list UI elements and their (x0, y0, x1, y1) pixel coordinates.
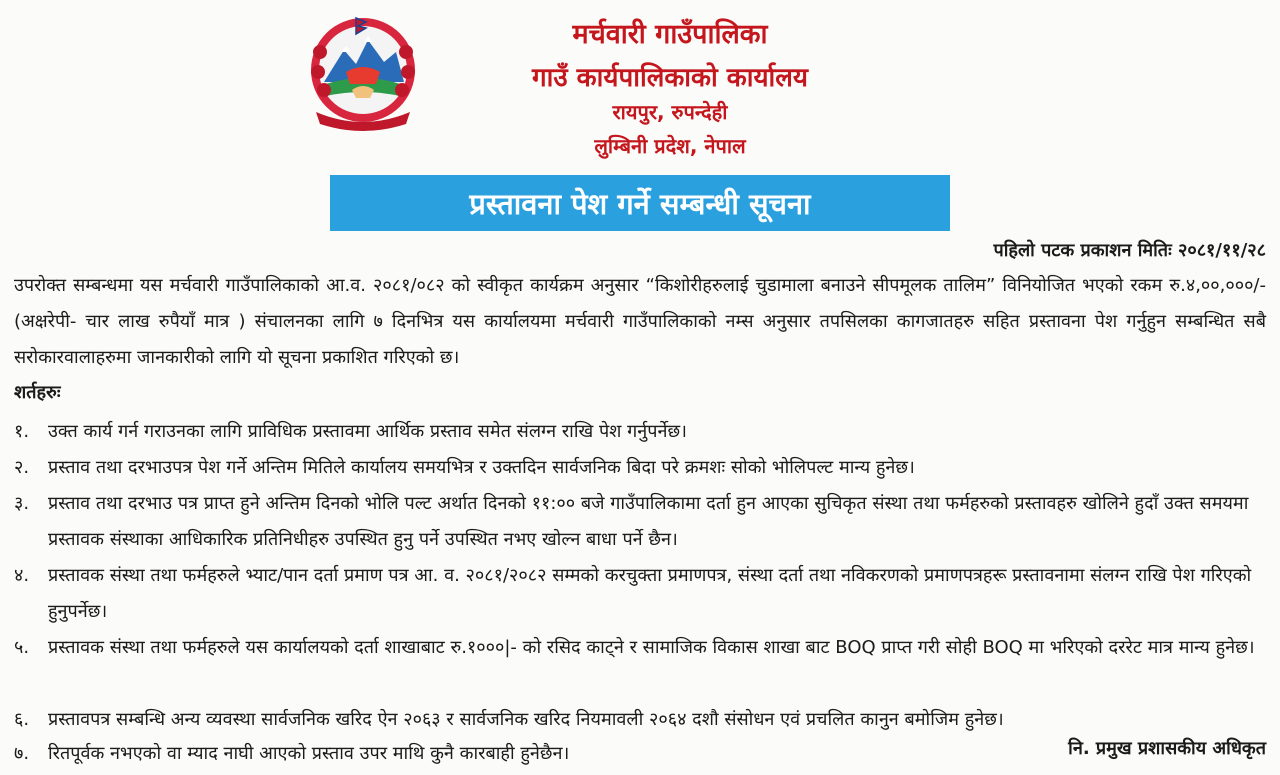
condition-item (14, 702, 1266, 738)
condition-text: प्रस्ताव तथा दरभाउपत्र पेश गर्ने अन्तिम मितिले कार्यालय समयभित्र र उक्तदिन सार्वजनिक बिदा परे क्रमशः सोको भोलिपल्ट मान्य हुनेछ। (48, 457, 915, 478)
nepal-emblem-icon (296, 12, 430, 132)
condition-item (14, 630, 1266, 666)
notice-title: प्रस्तावना पेश गर्ने सम्बन्धी सूचना (330, 175, 950, 231)
condition-item (14, 736, 814, 772)
publication-date: पहिलो पटक प्रकाशन मितिः २०८१/११/२८ (993, 240, 1266, 261)
condition-text: प्रस्तावक संस्था तथा फर्महरुले यस कार्यालयको दर्ता शाखाबाट रु.१०००|- को रसिद काट्ने र सामाजिक विकास शाखा बाट BOQ प्राप्त गरी सोही BOQ मा भरिएको दररेट मात्र मान्य हुनेछ। (48, 637, 1255, 658)
condition-number: १. (14, 421, 30, 442)
office-name: गाउँ कार्यपालिकाको कार्यालय (532, 63, 808, 93)
condition-number: ३. (14, 493, 30, 514)
condition-text: उक्त कार्य गर्न गराउनका लागि प्राविधिक प्रस्तावमा आर्थिक प्रस्ताव समेत संलग्न राखि पेश गर्नुपर्नेछ। (48, 421, 687, 442)
municipality-name: मर्चवारी गाउँपालिका (572, 19, 768, 50)
condition-item (14, 450, 1266, 486)
condition-number: ५. (14, 637, 30, 658)
condition-number: ४. (14, 565, 30, 586)
condition-number: ७. (14, 743, 30, 764)
condition-item (14, 558, 1266, 630)
condition-item (14, 486, 1266, 558)
condition-number: २. (14, 457, 30, 478)
condition-text: रितपूर्वक नभएको वा म्याद नाघी आएको प्रस्ताव उपर माथि कुनै कारबाही हुनेछैन। (48, 743, 570, 764)
office-location: रायपुर, रुपन्देही (612, 100, 728, 124)
signatory-title: नि. प्रमुख प्रशासकीय अधिकृत (1068, 738, 1266, 759)
condition-text: प्रस्ताव तथा दरभाउ पत्र प्राप्त हुने अन्तिम दिनको भोलि पल्ट अर्थात दिनको ११:०० बजे गाउँपालिकामा दर्ता हुन आएका सुचिकृत संस्था तथा फर्महरुको प्रस्तावहरु खोलिने हुदाँ उक्त समयमा प्रस्तावक संस्थाका आधिकारिक प्रतिनिधीहरु उपस्थित हुनु पर्ने उपस्थित नभए खोल्न बाधा पर्ने छैन। (48, 493, 1249, 550)
condition-number: ६. (14, 709, 30, 730)
notice-intro: उपरोक्त सम्बन्धमा यस मर्चवारी गाउँपालिकाको आ.व. २०८१/०८२ को स्वीकृत कार्यक्रम अनुसार “किशोरीहरुलाई चुडामाला बनाउने सीपमूलक तालिम” विनियोजित भएको रकम रु.४,००,०००/- (अक्षरेपी- चार लाख रुपैयाँ मात्र ) संचालनका लागि ७ दिनभित्र यस कार्यालयमा मर्चवारी गाउँपालिकाको नम्स अनुसार तपसिलका कागजातहरु सहित प्रस्तावना पेश गर्नुहुन सम्बन्धित सबै सरोकारवालाहरुमा जानकारीको लागि यो सूचना प्रकाशित गरिएको छ। (14, 275, 1266, 368)
condition-text: प्रस्तावक संस्था तथा फर्महरुले भ्याट/पान दर्ता प्रमाण पत्र आ. व. २०८१/२०८२ सम्मको करचुक्ता प्रमाणपत्र, संस्था दर्ता तथा नविकरणको प्रमाणपत्रहरू प्रस्तावनामा संलग्न राखि पेश गरिएको हुनुपर्नेछ। (48, 565, 1252, 622)
condition-item (14, 414, 1266, 450)
conditions-heading: शर्तहरुः (14, 382, 61, 403)
office-province: लुम्बिनी प्रदेश, नेपाल (594, 134, 746, 158)
condition-text: प्रस्तावपत्र सम्बन्धि अन्य व्यवस्था सार्वजनिक खरिद ऐन २०६३ र सार्वजनिक खरिद नियमावली २०६४ दशौ संसोधन एवं प्रचलित कानुन बमोजिम हुनेछ। (48, 709, 1004, 730)
